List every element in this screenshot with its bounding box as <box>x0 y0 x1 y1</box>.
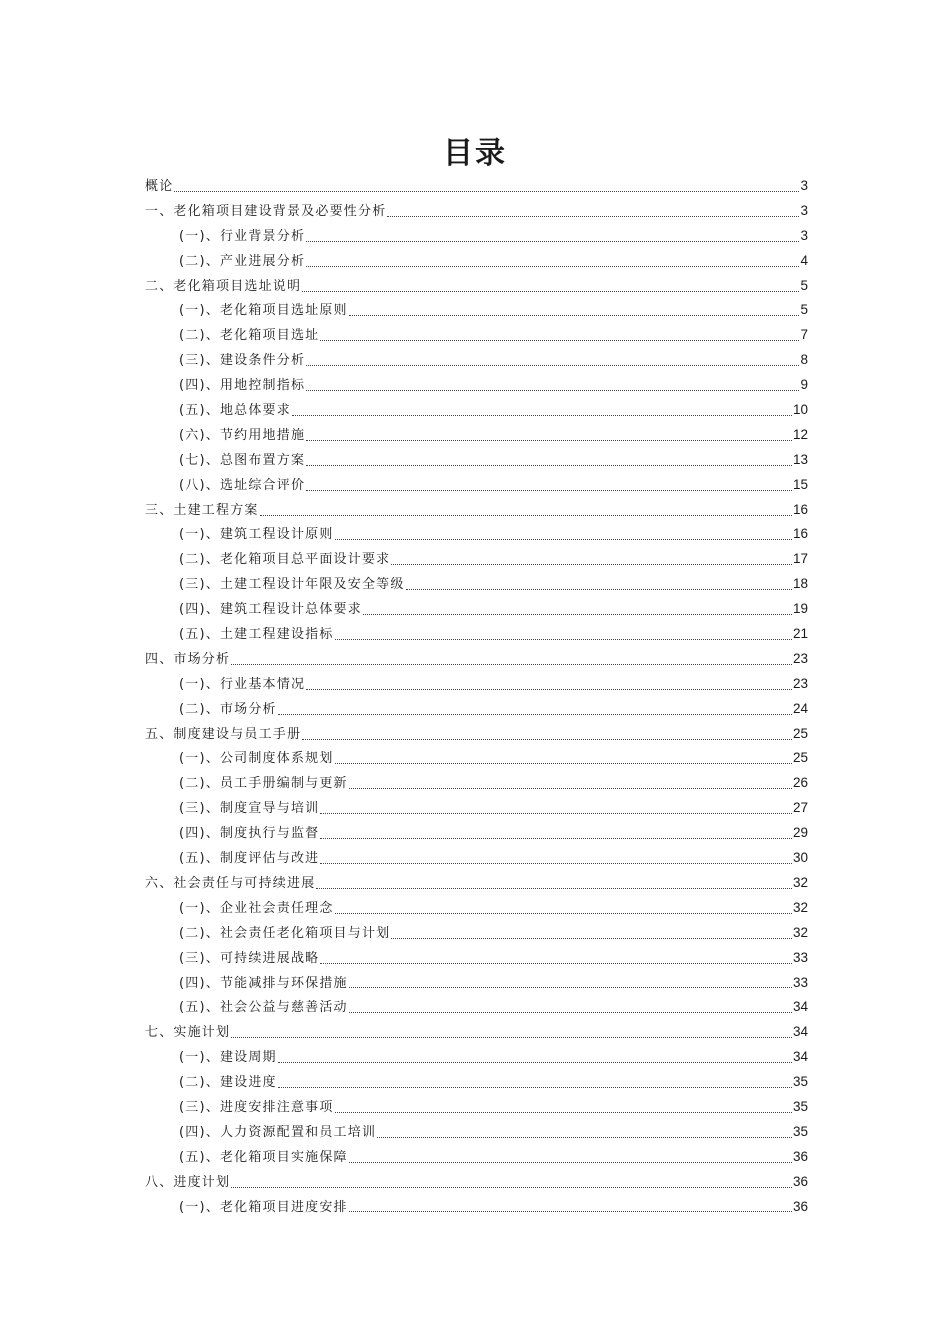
dot-leader <box>320 813 792 814</box>
toc-subsection-entry[interactable] <box>145 896 808 921</box>
toc-subsection-entry[interactable] <box>145 572 808 597</box>
dot-leader <box>335 913 792 914</box>
toc-subsection-entry[interactable] <box>145 423 808 448</box>
dot-leader <box>335 763 792 764</box>
dot-leader <box>349 1211 792 1212</box>
toc-subsection-entry[interactable] <box>145 697 808 722</box>
toc-subsection-entry[interactable] <box>145 796 808 821</box>
toc-section-entry[interactable] <box>145 498 808 523</box>
toc-page-number: 32 <box>792 899 808 915</box>
toc-entry-label: (一)、建筑工程设计原则 <box>179 527 334 543</box>
dot-leader <box>306 365 799 366</box>
toc-entry-label: (一)、建设周期 <box>179 1050 277 1066</box>
toc-entry-label: (一)、行业背景分析 <box>179 228 306 244</box>
table-of-contents <box>145 174 808 1219</box>
toc-subsection-entry[interactable] <box>145 1045 808 1070</box>
toc-section-entry[interactable] <box>145 274 808 299</box>
dot-leader <box>260 515 792 516</box>
dot-leader <box>306 490 792 491</box>
toc-entry-label: 四、市场分析 <box>145 651 231 667</box>
toc-entry-label: 六、社会责任与可持续进展 <box>145 875 316 891</box>
toc-entry-label: (二)、社会责任老化箱项目与计划 <box>179 925 391 941</box>
toc-section-entry[interactable] <box>145 722 808 747</box>
toc-page-number: 4 <box>800 252 808 268</box>
toc-page-number: 36 <box>792 1198 808 1214</box>
toc-page-number: 32 <box>792 874 808 890</box>
toc-entry-label: (五)、老化箱项目实施保障 <box>179 1149 348 1165</box>
toc-subsection-entry[interactable] <box>145 1195 808 1220</box>
toc-page-number: 7 <box>800 327 808 343</box>
toc-page-number: 25 <box>792 725 808 741</box>
toc-subsection-entry[interactable] <box>145 971 808 996</box>
toc-page-number: 3 <box>800 178 808 193</box>
dot-leader <box>363 614 792 615</box>
dot-leader <box>306 266 799 267</box>
toc-page-number: 5 <box>800 302 808 318</box>
dot-leader <box>349 315 800 316</box>
toc-page-number: 34 <box>792 1049 808 1065</box>
dot-leader <box>306 241 799 242</box>
dot-leader <box>302 291 799 292</box>
toc-subsection-entry[interactable] <box>145 1095 808 1120</box>
toc-subsection-entry[interactable] <box>145 821 808 846</box>
toc-page-number: 34 <box>792 999 808 1015</box>
toc-entry-label: (三)、可持续进展战略 <box>179 950 320 966</box>
toc-page-number: 35 <box>792 1123 808 1139</box>
toc-section-entry[interactable] <box>145 199 808 224</box>
toc-subsection-entry[interactable] <box>145 547 808 572</box>
toc-section-entry[interactable] <box>145 174 808 199</box>
toc-entry-label: (三)、制度宣导与培训 <box>179 801 320 817</box>
toc-subsection-entry[interactable] <box>145 995 808 1020</box>
toc-page-number: 32 <box>792 924 808 940</box>
dot-leader <box>349 1012 792 1013</box>
toc-page-number: 15 <box>792 476 808 492</box>
toc-section-entry[interactable] <box>145 1020 808 1045</box>
toc-page-number: 13 <box>792 451 808 467</box>
toc-page-number: 12 <box>792 426 808 442</box>
toc-subsection-entry[interactable] <box>145 473 808 498</box>
toc-subsection-entry[interactable] <box>145 398 808 423</box>
dot-leader <box>320 963 792 964</box>
dot-leader <box>316 888 792 889</box>
toc-entry-label: 一、老化箱项目建设背景及必要性分析 <box>145 203 387 219</box>
toc-entry-label: (五)、社会公益与慈善活动 <box>179 1000 348 1016</box>
toc-entry-label: (一)、公司制度体系规划 <box>179 751 334 767</box>
toc-entry-label: 三、土建工程方案 <box>145 502 259 518</box>
toc-section-entry[interactable] <box>145 1170 808 1195</box>
toc-section-entry[interactable] <box>145 647 808 672</box>
toc-subsection-entry[interactable] <box>145 224 808 249</box>
toc-page-number: 36 <box>792 1173 808 1189</box>
dot-leader <box>391 938 792 939</box>
toc-entry-label: (六)、节约用地措施 <box>179 427 306 443</box>
toc-entry-label: (四)、用地控制指标 <box>179 378 306 394</box>
dot-leader <box>292 415 792 416</box>
toc-entry-label: (四)、建筑工程设计总体要求 <box>179 602 362 618</box>
toc-page-number: 33 <box>792 974 808 990</box>
toc-entry-label: (二)、老化箱项目总平面设计要求 <box>179 552 391 568</box>
toc-entry-label: (五)、地总体要求 <box>179 403 291 419</box>
toc-page-number: 18 <box>792 576 808 592</box>
toc-page-number: 8 <box>800 352 808 368</box>
dot-leader <box>391 564 792 565</box>
toc-page-number: 25 <box>792 750 808 766</box>
toc-page-number: 23 <box>792 650 808 666</box>
dot-leader <box>231 1187 792 1188</box>
dot-leader <box>335 539 792 540</box>
toc-subsection-entry[interactable] <box>145 946 808 971</box>
toc-entry-label: (五)、土建工程建设指标 <box>179 627 334 643</box>
toc-subsection-entry[interactable] <box>145 448 808 473</box>
dot-leader <box>231 664 792 665</box>
toc-entry-label: 概论 <box>145 179 174 194</box>
page-title: 目录 <box>443 136 507 171</box>
toc-entry-label: (二)、产业进展分析 <box>179 253 306 269</box>
toc-entry-label: 五、制度建设与员工手册 <box>145 726 302 742</box>
dot-leader <box>231 1037 792 1038</box>
dot-leader <box>349 1162 792 1163</box>
toc-entry-label: (二)、老化箱项目选址 <box>179 328 320 344</box>
toc-page-number: 35 <box>792 1098 808 1114</box>
dot-leader <box>320 340 799 341</box>
toc-subsection-entry[interactable] <box>145 746 808 771</box>
toc-subsection-entry[interactable] <box>145 522 808 547</box>
toc-page-number: 26 <box>792 775 808 791</box>
toc-subsection-entry[interactable] <box>145 373 808 398</box>
toc-page-number: 10 <box>792 402 808 418</box>
toc-entry-label: (二)、市场分析 <box>179 701 277 717</box>
dot-leader <box>302 739 792 740</box>
dot-leader <box>320 863 792 864</box>
dot-leader <box>320 838 792 839</box>
toc-entry-label: (二)、建设进度 <box>179 1075 277 1091</box>
dot-leader <box>349 788 792 789</box>
dot-leader <box>306 440 792 441</box>
toc-page-number: 5 <box>800 277 808 293</box>
toc-page-number: 29 <box>792 825 808 841</box>
toc-entry-label: (一)、老化箱项目进度安排 <box>179 1199 348 1215</box>
dot-leader <box>306 390 799 391</box>
toc-subsection-entry[interactable] <box>145 771 808 796</box>
toc-entry-label: (三)、土建工程设计年限及安全等级 <box>179 577 405 593</box>
toc-section-entry[interactable] <box>145 871 808 896</box>
toc-subsection-entry[interactable] <box>145 622 808 647</box>
toc-entry-label: (三)、进度安排注意事项 <box>179 1099 334 1115</box>
toc-page-number: 30 <box>792 850 808 866</box>
toc-entry-label: (四)、人力资源配置和员工培训 <box>179 1124 377 1140</box>
toc-page-number: 16 <box>792 526 808 542</box>
toc-page-number: 19 <box>792 601 808 617</box>
dot-leader <box>335 639 792 640</box>
dot-leader <box>387 216 799 217</box>
toc-subsection-entry[interactable] <box>145 672 808 697</box>
toc-subsection-entry[interactable] <box>145 1120 808 1145</box>
toc-subsection-entry[interactable] <box>145 249 808 274</box>
toc-page-number: 33 <box>792 949 808 965</box>
dot-leader <box>278 1087 792 1088</box>
dot-leader <box>349 987 792 988</box>
toc-entry-label: (一)、老化箱项目选址原则 <box>179 303 348 319</box>
dot-leader <box>278 714 792 715</box>
toc-page-number: 27 <box>792 800 808 816</box>
toc-entry-label: (八)、选址综合评价 <box>179 477 306 493</box>
dot-leader <box>278 1062 792 1063</box>
toc-entry-label: (一)、企业社会责任理念 <box>179 900 334 916</box>
dot-leader <box>306 689 792 690</box>
toc-entry-label: 八、进度计划 <box>145 1174 231 1190</box>
toc-subsection-entry[interactable] <box>145 921 808 946</box>
toc-subsection-entry[interactable] <box>145 323 808 348</box>
toc-entry-label: 七、实施计划 <box>145 1025 231 1041</box>
dot-leader <box>335 1112 792 1113</box>
toc-entry-label: (四)、节能减排与环保措施 <box>179 975 348 991</box>
toc-page-number: 23 <box>792 675 808 691</box>
toc-subsection-entry[interactable] <box>145 348 808 373</box>
toc-page-number: 34 <box>792 1024 808 1040</box>
dot-leader <box>406 589 792 590</box>
toc-page-number: 35 <box>792 1074 808 1090</box>
toc-page-number: 21 <box>792 626 808 642</box>
toc-subsection-entry[interactable] <box>145 1070 808 1095</box>
toc-page-number: 24 <box>792 700 808 716</box>
toc-page-number: 3 <box>800 202 808 218</box>
toc-entry-label: (五)、制度评估与改进 <box>179 851 320 867</box>
toc-entry-label: (四)、制度执行与监督 <box>179 826 320 842</box>
toc-entry-label: (三)、建设条件分析 <box>179 353 306 369</box>
dot-leader <box>377 1137 792 1138</box>
toc-page-number: 16 <box>792 501 808 517</box>
toc-entry-label: (一)、行业基本情况 <box>179 676 306 692</box>
toc-page-number: 17 <box>792 551 808 567</box>
toc-subsection-entry[interactable] <box>145 846 808 871</box>
dot-leader <box>306 465 792 466</box>
toc-subsection-entry[interactable] <box>145 298 808 323</box>
toc-page-number: 3 <box>800 227 808 243</box>
toc-entry-label: (七)、总图布置方案 <box>179 452 306 468</box>
toc-subsection-entry[interactable] <box>145 597 808 622</box>
dot-leader <box>174 191 799 192</box>
toc-entry-label: 二、老化箱项目选址说明 <box>145 278 302 294</box>
toc-page-number: 36 <box>792 1148 808 1164</box>
toc-subsection-entry[interactable] <box>145 1145 808 1170</box>
toc-page-number: 9 <box>800 377 808 393</box>
toc-entry-label: (二)、员工手册编制与更新 <box>179 776 348 792</box>
